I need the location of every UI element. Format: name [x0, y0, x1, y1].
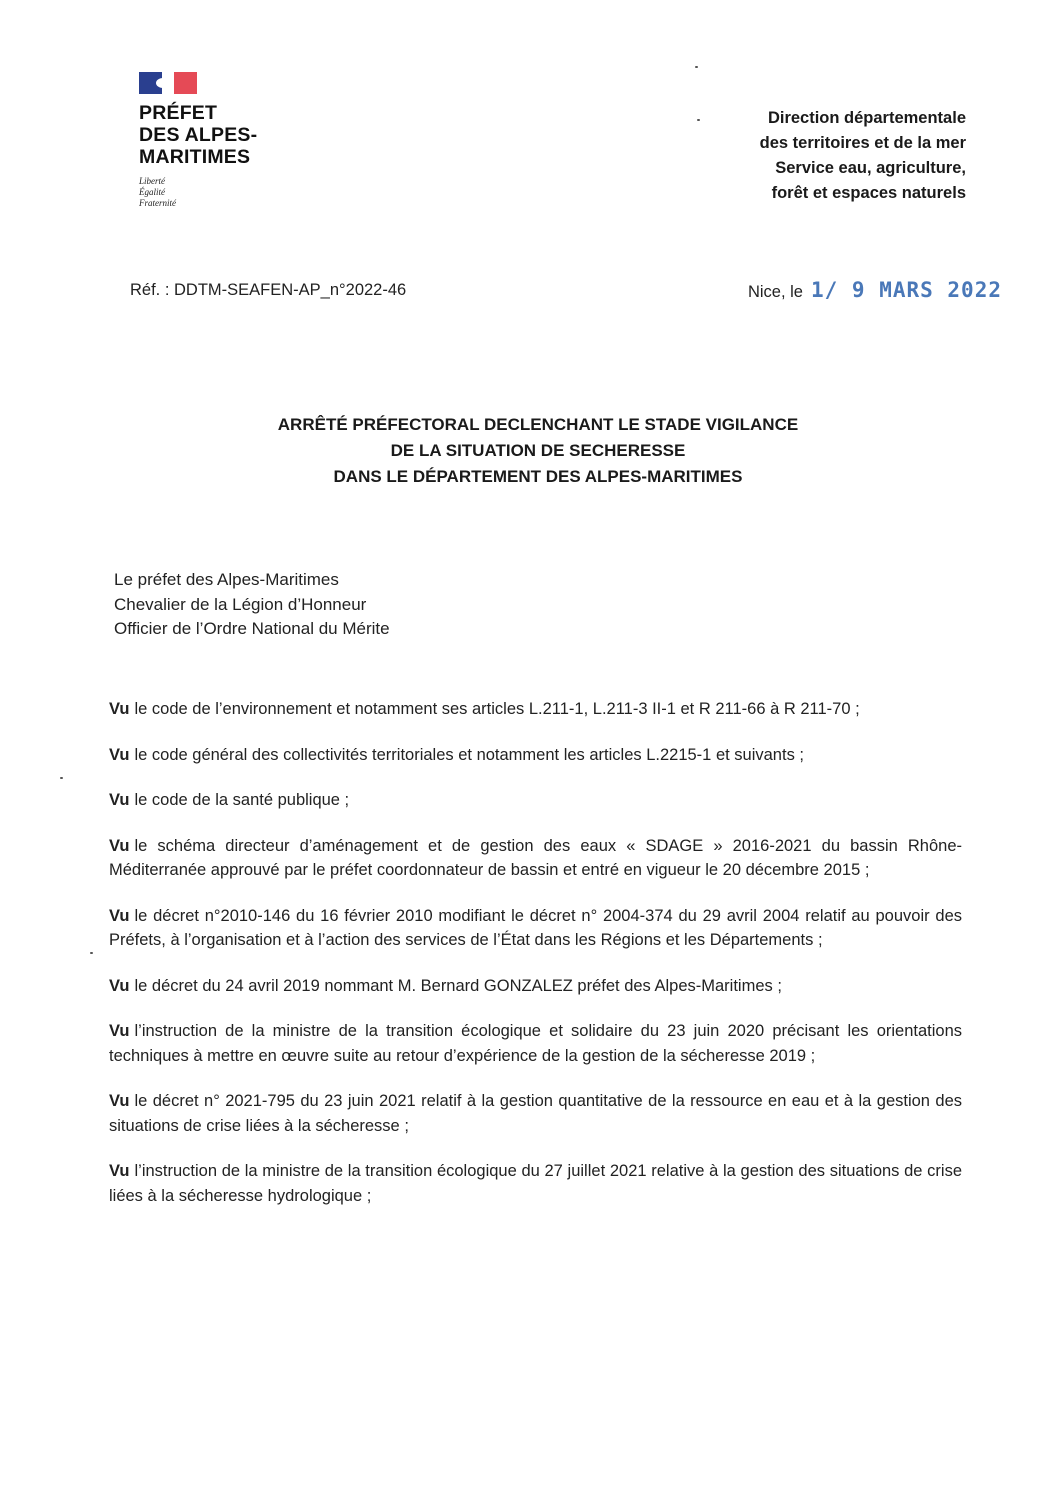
title-line: DE LA SITUATION DE SECHERESSE	[390, 441, 686, 460]
scan-speck	[60, 777, 63, 779]
reference-number: Réf. : DDTM-SEAFEN-AP_n°2022-46	[130, 281, 407, 299]
vu-keyword: Vu	[109, 1162, 130, 1180]
motto-line: Égalité	[139, 187, 165, 197]
prefecture-name-line: PRÉFET	[139, 102, 218, 124]
direction-line: forêt et espaces naturels	[771, 184, 966, 202]
marianne-flag-icon	[139, 72, 197, 94]
authority-line: Le préfet des Alpes-Maritimes	[114, 570, 339, 589]
consideration-paragraph	[109, 834, 962, 883]
vu-keyword: Vu	[109, 976, 130, 995]
consideration-paragraph	[109, 788, 962, 813]
date-line	[748, 278, 1002, 302]
motto-line: Fraternité	[139, 198, 176, 208]
consideration-paragraph	[109, 904, 962, 953]
direction-line: Direction départementale	[767, 109, 966, 127]
authority-line: Officier de l’Ordre National du Mérite	[114, 619, 390, 638]
consideration-text: le code de la santé publique ;	[134, 791, 350, 809]
title-line: DANS LE DÉPARTEMENT DES ALPES-MARITIMES	[333, 467, 743, 486]
vu-keyword: Vu	[109, 745, 130, 764]
consideration-text: l’instruction de la ministre de la transition écologique du 27 juillet 2021 relative à la gestion des situations de crise liées à la sécheresse hydrologique ;	[109, 1162, 962, 1205]
issuing-direction	[546, 106, 966, 206]
consideration-text: le décret du 24 avril 2019 nommant M. Bernard GONZALEZ préfet des Alpes-Maritimes ;	[134, 976, 782, 995]
motto-line: Liberté	[139, 176, 165, 186]
scan-speck	[90, 952, 93, 954]
consideration-text: le schéma directeur d’aménagement et de gestion des eaux « SDAGE » 2016-2021 du bassin Rhône-Méditerranée approuvé par le préfet coordonnateur de bassin et entré en vigueur le 20 décembre 2015 ;	[109, 836, 962, 879]
scan-speck	[697, 119, 700, 121]
document-title	[200, 412, 876, 490]
consideration-text: le code général des collectivités territoriales et notamment les articles L.2215-1 et suivants ;	[134, 745, 804, 764]
prefecture-name-line: DES ALPES-	[139, 124, 258, 146]
consideration-paragraph	[109, 697, 962, 722]
consideration-paragraph	[109, 1089, 962, 1138]
consideration-text: l’instruction de la ministre de la transition écologique et solidaire du 23 juin 2020 précisant les orientations techniques à mettre en œuvre suite au retour d’expérience de la gestion de la sécheresse 2019 ;	[109, 1022, 962, 1065]
consideration-paragraph	[109, 1019, 962, 1068]
vu-keyword: Vu	[109, 791, 130, 809]
vu-keyword: Vu	[109, 1092, 130, 1110]
consideration-text: le code de l’environnement et notamment ses articles L.211-1, L.211-3 II-1 et R 211-66 à R 211-70 ;	[134, 700, 860, 718]
prefecture-logo	[139, 72, 339, 209]
direction-line: Service eau, agriculture,	[775, 159, 966, 177]
prefecture-name	[139, 102, 339, 168]
consideration-paragraph	[109, 974, 962, 999]
vu-keyword: Vu	[109, 700, 130, 718]
date-prefix: Nice, le	[747, 283, 803, 301]
consideration-paragraph	[109, 1159, 962, 1208]
prefect-titles	[114, 568, 390, 642]
vu-keyword: Vu	[109, 906, 130, 925]
vu-keyword: Vu	[109, 836, 130, 855]
prefecture-name-line: MARITIMES	[139, 146, 251, 168]
direction-line: des territoires et de la mer	[759, 134, 966, 152]
consideration-text: le décret n° 2021-795 du 23 juin 2021 relatif à la gestion quantitative de la ressource en eau et à la gestion des situations de crise liées à la sécheresse ;	[109, 1092, 962, 1135]
consideration-text: le décret n°2010-146 du 16 février 2010 modifiant le décret n° 2004-374 du 29 avril 2004 relatif au pouvoir des Préfets, à l’organisation et à l’action des services de l’État dans les Régions et les Départements ;	[109, 906, 962, 949]
date-stamp: 1/ 9 MARS 2022	[810, 278, 1002, 302]
republic-motto	[139, 176, 339, 209]
title-line: ARRÊTÉ PRÉFECTORAL DECLENCHANT LE STADE VIGILANCE	[277, 415, 799, 434]
consideration-paragraph	[109, 743, 962, 768]
scan-speck	[695, 66, 698, 68]
vu-keyword: Vu	[109, 1022, 130, 1040]
considerations-list	[109, 697, 962, 1229]
authority-line: Chevalier de la Légion d’Honneur	[114, 594, 367, 614]
